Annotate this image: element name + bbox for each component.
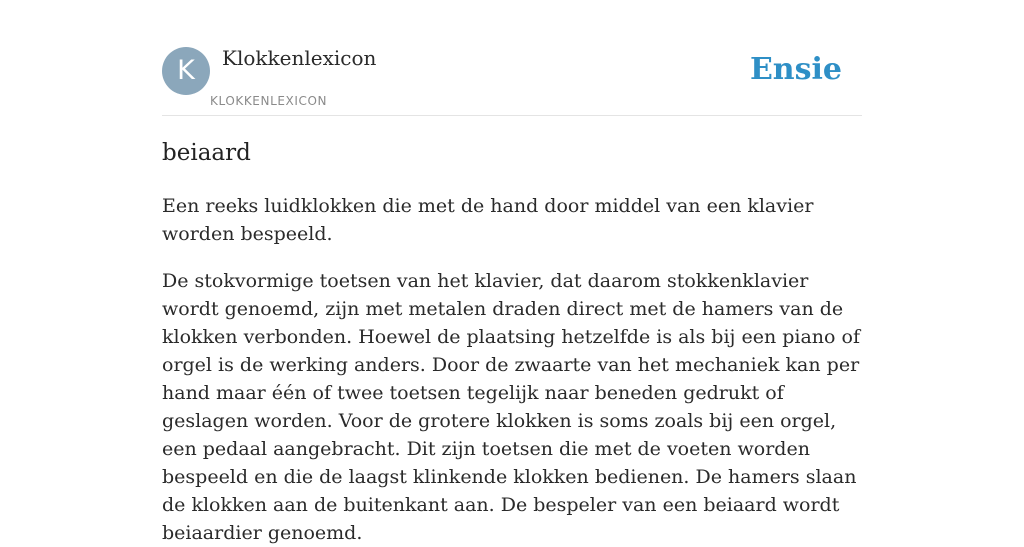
- entry-description: De stokvormige toetsen van het klavier, dat daarom stokkenklavier wordt genoemd, zijn met metalen draden direct met de hamers van de klokken verbonden. Hoewel de plaatsing hetzelfde is als bij een piano of orgel is de werking anders. Door de zwaarte van het mechaniek kan per hand maar één of twee toetsen tegelijk naar beneden gedrukt of geslagen worden. Voor de grotere klokken is soms zoals bij een orgel, een pedaal aangebracht. Dit zijn toetsen die met de voeten worden bespeeld en die de laagst klinkende klokken bedienen. De hamers slaan de klokken aan de buitenkant aan. De bespeler van een beiaard wordt beiaardier genoemd.: [162, 270, 860, 544]
- ensie-logo[interactable]: Ensie: [749, 52, 842, 87]
- entry-header: [162, 0, 862, 116]
- source-tag[interactable]: KLOKKENLEXICON: [210, 94, 328, 108]
- entry-title: beiaard: [162, 140, 251, 166]
- entry-definition: Een reeks luidklokken die met de hand door middel van een klavier worden bespeeld.: [162, 195, 814, 245]
- source-avatar[interactable]: K: [162, 47, 210, 95]
- source-name-link[interactable]: Klokkenlexicon: [222, 46, 377, 70]
- entry-card: [162, 0, 862, 544]
